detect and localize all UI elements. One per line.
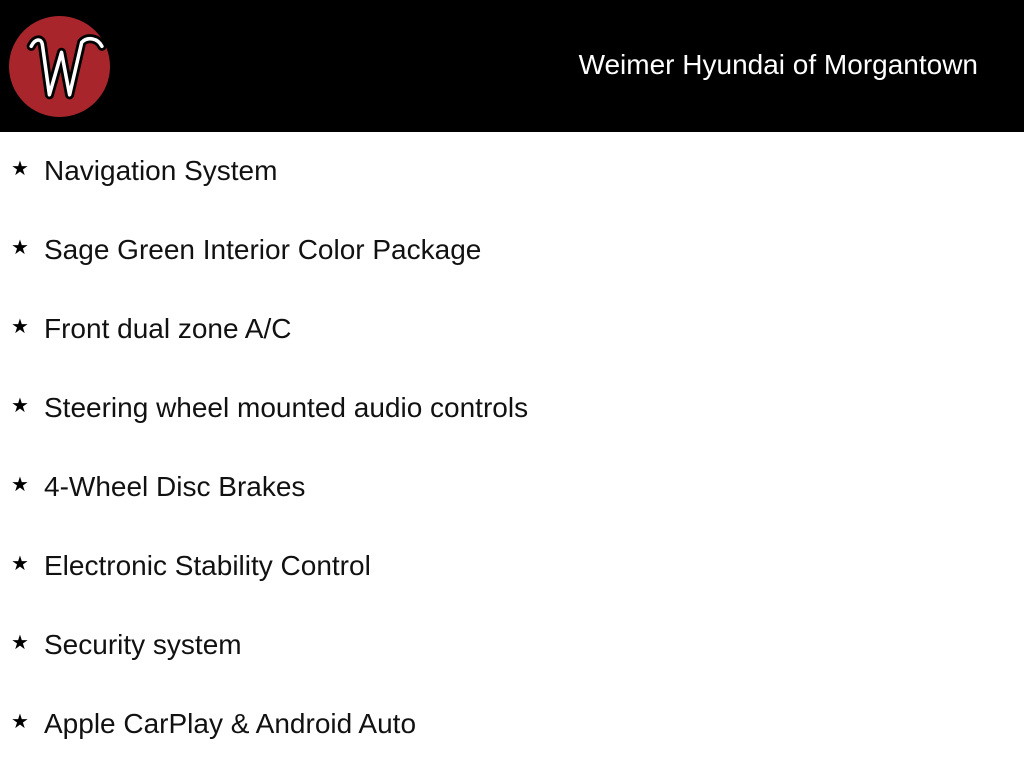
feature-label: Security system xyxy=(44,629,242,660)
star-icon: ★ xyxy=(11,553,29,575)
list-item xyxy=(0,211,1024,290)
list-item xyxy=(0,685,1024,764)
list-item xyxy=(0,527,1024,606)
star-icon: ★ xyxy=(11,711,29,733)
feature-label: 4-Wheel Disc Brakes xyxy=(44,471,306,502)
list-item xyxy=(0,369,1024,448)
list-item xyxy=(0,606,1024,685)
list-item xyxy=(0,290,1024,369)
feature-label: Sage Green Interior Color Package xyxy=(44,234,482,265)
feature-list xyxy=(0,132,1024,764)
feature-label: Steering wheel mounted audio controls xyxy=(44,392,529,423)
star-icon: ★ xyxy=(11,395,29,417)
feature-label: Navigation System xyxy=(44,155,278,186)
star-icon: ★ xyxy=(11,237,29,259)
star-icon: ★ xyxy=(11,474,29,496)
star-icon: ★ xyxy=(11,158,29,180)
star-icon: ★ xyxy=(11,316,29,338)
dealer-name: Weimer Hyundai of Morgantown xyxy=(578,49,978,80)
list-item xyxy=(0,448,1024,527)
feature-label: Apple CarPlay & Android Auto xyxy=(44,708,417,739)
header-bar xyxy=(0,0,1024,132)
feature-label: Front dual zone A/C xyxy=(44,313,292,344)
weimer-logo-icon xyxy=(9,16,110,117)
star-icon: ★ xyxy=(11,632,29,654)
feature-label: Electronic Stability Control xyxy=(44,550,371,581)
list-item xyxy=(0,132,1024,211)
